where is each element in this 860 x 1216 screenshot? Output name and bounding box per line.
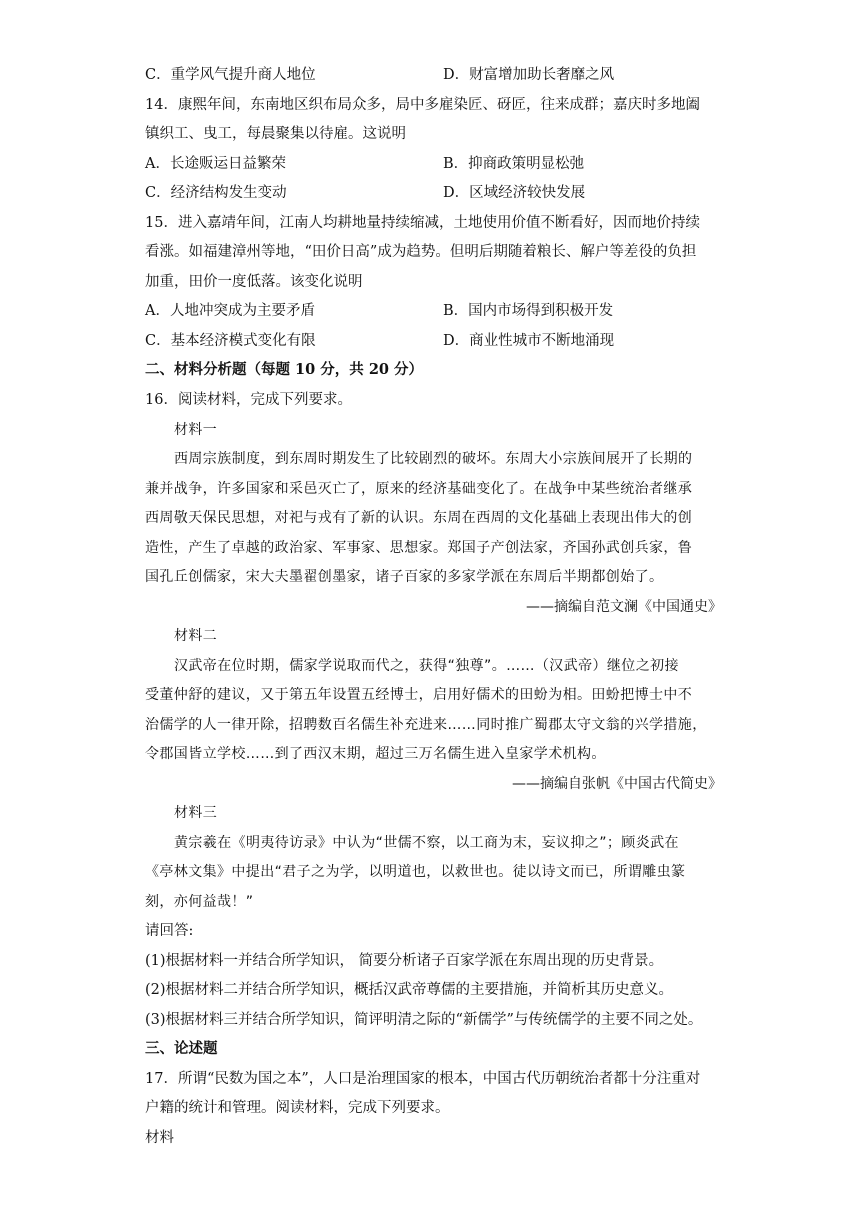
q17-stem-line1: 17．所谓“民数为国之本”，人口是治理国家的根本，中国古代历朝统治者都十分注重对 bbox=[145, 1071, 701, 1087]
q15-stem-line1: 15．进入嘉靖年间，江南人均耕地量持续缩减，土地使用价值不断看好，因而地价持续 bbox=[145, 215, 700, 231]
q14-stem-line1: 14．康熙年间，东南地区织布局众多，局中多雇染匠、砑匠，往来成群；嘉庆时多地阖 bbox=[145, 97, 700, 113]
q15-stem-line2: 看涨。如福建漳州等地，“田价日高”成为趋势。但明后期随着粮长、解户等差役的负担 bbox=[145, 244, 697, 260]
q14-option-c[interactable]: C．经济结构发生变动 bbox=[145, 185, 287, 201]
q14-option-d[interactable]: D．区域经济较快发展 bbox=[443, 185, 586, 201]
q13-option-d[interactable]: D．财富增加助长奢靡之风 bbox=[443, 67, 615, 83]
section2-heading: 二、材料分析题（每题 10 分，共 20 分） bbox=[145, 361, 424, 378]
q15-option-b[interactable]: B．国内市场得到积极开发 bbox=[443, 303, 614, 319]
q16-sub2: (2)根据材料二并结合所学知识，概括汉武帝尊儒的主要措施，并简析其历史意义。 bbox=[145, 982, 674, 998]
q16-intro: 16．阅读材料，完成下列要求。 bbox=[145, 392, 352, 408]
q16-sub3: (3)根据材料三并结合所学知识，简评明清之际的“新儒学”与传统儒学的主要不同之处。 bbox=[145, 1012, 703, 1028]
material1-source: ——摘编自范文澜《中国通史》 bbox=[526, 599, 722, 615]
q13-option-c[interactable]: C．重学风气提升商人地位 bbox=[145, 67, 316, 83]
q16-prompt: 请回答: bbox=[145, 923, 194, 939]
material1-line: 国孔丘创儒家，宋大夫墨翟创墨家，诸子百家的多家学派在东周后半期都创始了。 bbox=[145, 569, 664, 585]
material3-line: 黄宗羲在《明夷待访录》中认为“世儒不察，以工商为末，妄议抑之”；顾炎武在 bbox=[174, 835, 679, 851]
material3-line: 刻，亦何益哉！” bbox=[145, 894, 254, 910]
material2-line: 治儒学的人一律开除，招聘数百名儒生补充进来……同时推广蜀郡太守文翁的兴学措施， bbox=[145, 717, 707, 733]
q15-option-c[interactable]: C．基本经济模式变化有限 bbox=[145, 333, 316, 349]
q15-option-a[interactable]: A．人地冲突成为主要矛盾 bbox=[145, 303, 315, 319]
material2-source: ——摘编自张帆《中国古代简史》 bbox=[512, 776, 722, 792]
material1-line: 西周宗族制度，到东周时期发生了比较剧烈的破坏。东周大小宗族间展开了长期的 bbox=[174, 451, 693, 467]
material2-title: 材料二 bbox=[174, 628, 218, 644]
q15-stem-line3: 加重，田价一度低落。该变化说明 bbox=[145, 274, 363, 290]
material1-title: 材料一 bbox=[174, 422, 218, 438]
q16-sub1: (1)根据材料一并结合所学知识， 简要分析诸子百家学派在东周出现的历史背景。 bbox=[145, 953, 664, 969]
q15-option-d[interactable]: D．商业性城市不断地涌现 bbox=[443, 333, 615, 349]
q14-stem-line2: 镇织工、曳工，每晨聚集以待雇。这说明 bbox=[145, 126, 406, 142]
material2-line: 令郡国皆立学校……到了西汉末期，超过三万名儒生进入皇家学术机构。 bbox=[145, 746, 606, 762]
material2-line: 受董仲舒的建议，又于第五年设置五经博士，启用好儒术的田蚡为相。田蚡把博士中不 bbox=[145, 687, 693, 703]
material3-title: 材料三 bbox=[174, 805, 218, 821]
q14-option-b[interactable]: B．抑商政策明显松弛 bbox=[443, 156, 585, 172]
material1-line: 西周敬天保民思想，对祀与戎有了新的认识。东周在西周的文化基础上表现出伟大的创 bbox=[145, 510, 693, 526]
section3-heading: 三、论述题 bbox=[145, 1040, 218, 1057]
material1-line: 兼并战争，许多国家和采邑灭亡了，原来的经济基础变化了。在战争中某些统治者继承 bbox=[145, 481, 693, 497]
material2-line: 汉武帝在位时期，儒家学说取而代之，获得“独尊”。……（汉武帝）继位之初接 bbox=[174, 658, 679, 674]
q17-stem-line2: 户籍的统计和管理。阅读材料，完成下列要求。 bbox=[145, 1100, 450, 1116]
q14-option-a[interactable]: A．长途贩运日益繁荣 bbox=[145, 156, 286, 172]
q17-material-label: 材料 bbox=[145, 1130, 174, 1146]
material1-line: 造性，产生了卓越的政治家、军事家、思想家。郑国子产创法家，齐国孙武创兵家，鲁 bbox=[145, 540, 693, 556]
material3-line: 《亭林文集》中提出“君子之为学，以明道也，以救世也。徒以诗文而已，所谓雕虫篆 bbox=[145, 864, 686, 880]
